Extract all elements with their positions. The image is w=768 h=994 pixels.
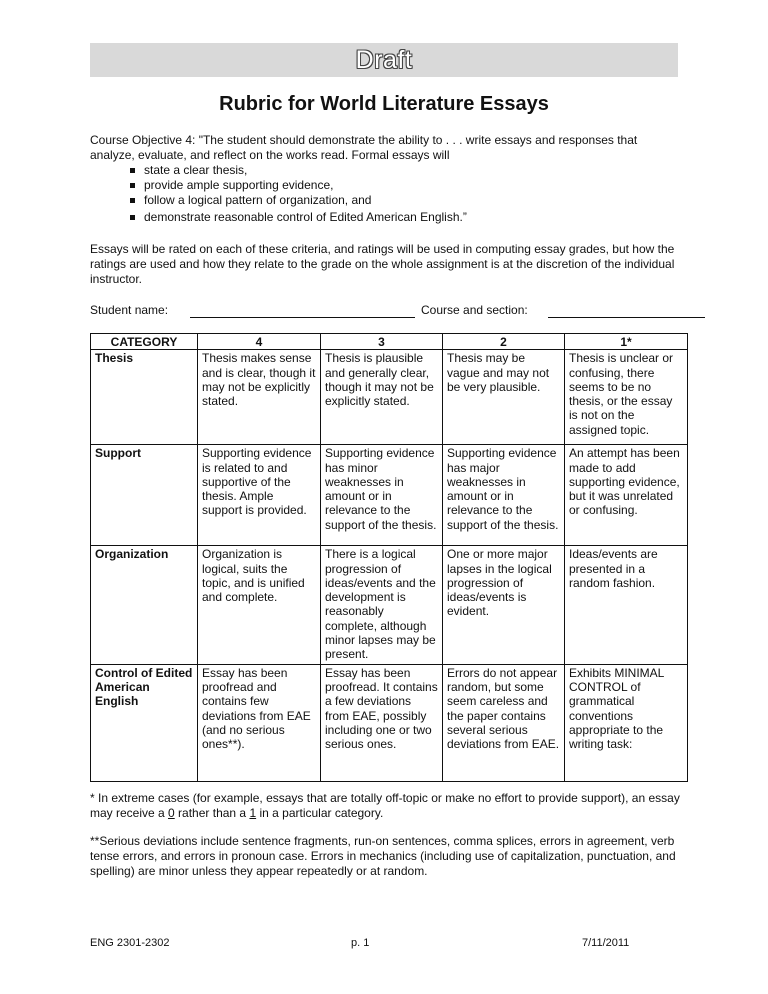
rubric-cell: An attempt has been made to add supporting evidence, but it was unrelated or confusing.	[565, 445, 688, 546]
header-score-3: 3	[321, 334, 443, 350]
rubric-cell: One or more major lapses in the logical progression of ideas/events is evident.	[443, 546, 565, 664]
rubric-cell: Thesis is plausible and generally clear, though it may not be explicitly stated.	[321, 350, 443, 445]
category-cell: Support	[91, 445, 198, 546]
rubric-cell: Organization is logical, suits the topic, and is unified and complete.	[198, 546, 321, 664]
rating-paragraph: Essays will be rated on each of these criteria, and ratings will be used in computing essay grades, but how the ratings are used and how they relate to the grade on the whole assignment is at the discretion of the individual instructor.	[90, 242, 675, 286]
footnote-extreme-cases	[90, 791, 682, 821]
rubric-cell: Essay has been proofread and contains few deviations from EAE (and no serious ones**).	[198, 664, 321, 781]
rubric-cell: Ideas/events are presented in a random fashion.	[565, 546, 688, 664]
document-title: Rubric for World Literature Essays	[219, 93, 549, 115]
rubric-cell: There is a logical progression of ideas/events and the development is reasonably complete, although minor lapses may be present.	[321, 546, 443, 664]
table-row	[91, 350, 688, 445]
rubric-cell: Supporting evidence is related to and supportive of the thesis. Ample support is provided.	[198, 445, 321, 546]
rubric-cell: Essay has been proofread. It contains a few deviations from EAE, possibly including one or two serious ones.	[321, 664, 443, 781]
draft-banner: Draft	[90, 43, 678, 77]
course-section-blank[interactable]	[548, 317, 705, 318]
footer-course-code: ENG 2301-2302	[90, 937, 170, 949]
objective-bullet: follow a logical pattern of organization, and	[130, 193, 680, 208]
student-name-label: Student name:	[90, 303, 169, 317]
footer-date: 7/11/2011	[582, 937, 630, 949]
table-row	[91, 546, 688, 664]
rubric-cell: Exhibits MINIMAL CONTROL of grammatical conventions appropriate to the writing task:	[565, 664, 688, 781]
objective-bullet-list	[90, 163, 680, 225]
footnote-text: in a particular category.	[256, 806, 384, 820]
header-score-4: 4	[198, 334, 321, 350]
course-section-label: Course and section:	[421, 303, 528, 317]
rubric-cell: Thesis may be vague and may not be very plausible.	[443, 350, 565, 445]
category-cell: Thesis	[91, 350, 198, 445]
objective-bullet: state a clear thesis,	[130, 163, 680, 178]
header-category: CATEGORY	[91, 334, 198, 350]
rubric-header-row	[91, 334, 688, 350]
rubric-cell: Thesis makes sense and is clear, though it may not be explicitly stated.	[198, 350, 321, 445]
objective-intro: Course Objective 4: "The student should demonstrate the ability to . . . write essays and responses that analyze, evaluate, and reflect on the works read. Formal essays will	[90, 133, 638, 162]
header-score-2: 2	[443, 334, 565, 350]
objective-bullet: demonstrate reasonable control of Edited American English.”	[130, 210, 680, 225]
student-name-blank[interactable]	[190, 317, 415, 318]
footnote-text: rather than a	[174, 806, 250, 820]
rubric-table	[90, 333, 688, 782]
category-cell: Control of Edited American English	[91, 664, 198, 781]
footnote-zero: 0	[168, 806, 175, 820]
footnote-text: * In extreme cases (for example, essays that are totally off-topic or make no effort to provide support), an essay may receive a	[90, 791, 680, 820]
footnote-serious-deviations: **Serious deviations include sentence fragments, run-on sentences, comma splices, errors in agreement, verb tense errors, and errors in pronoun case. Errors in mechanics (including use of capitalization, punctuation, and spelling) are minor unless they appear repeatedly or at random.	[90, 834, 676, 878]
footer-page-number: p. 1	[351, 937, 370, 949]
rubric-cell: Thesis is unclear or confusing, there seems to be no thesis, or the essay is not on the assigned topic.	[565, 350, 688, 445]
rubric-cell: Errors do not appear random, but some seem careless and the paper contains several serious deviations from EAE.	[443, 664, 565, 781]
header-score-1: 1*	[565, 334, 688, 350]
rubric-cell: Supporting evidence has minor weaknesses in amount or in relevance to the support of the thesis.	[321, 445, 443, 546]
table-row	[91, 445, 688, 546]
category-cell: Organization	[91, 546, 198, 664]
course-objective	[90, 133, 680, 225]
objective-bullet: provide ample supporting evidence,	[130, 178, 680, 193]
rubric-cell: Supporting evidence has major weaknesses in amount or in relevance to the support of the thesis.	[443, 445, 565, 546]
footnote-one: 1	[249, 806, 257, 820]
table-row	[91, 664, 688, 781]
